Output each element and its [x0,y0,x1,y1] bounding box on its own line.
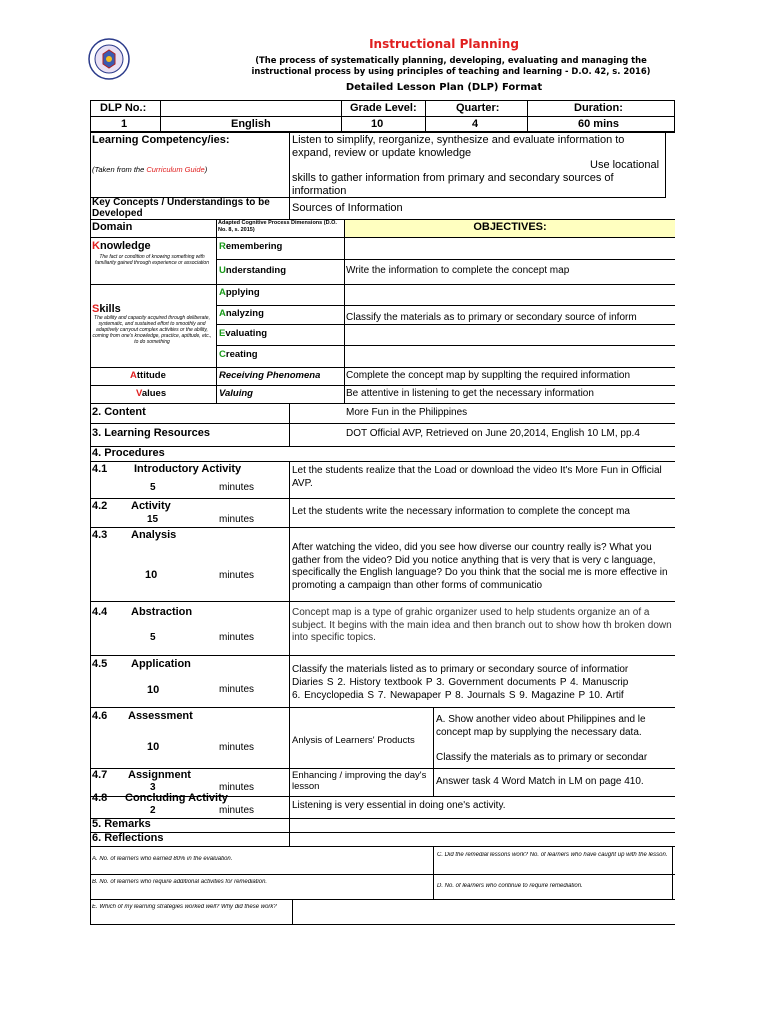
competency-text-2: Use locational [590,159,660,171]
duration-label: Duration: [574,102,623,114]
remarks-label: 5. Remarks [92,818,151,830]
proc-4-5-text-1: Classify the materials listed as to primary or secondary source of informatior [292,664,629,675]
process-applying: Applying [219,287,260,298]
grade-level-value: 10 [371,118,384,130]
proc-4-8-name: Concluding Activity [125,792,228,804]
reflection-b: B. No. of learners who require additional activities for remediation. [92,879,268,885]
proc-4-4-unit: minutes [219,632,255,643]
objective-understanding: Write the information to complete the concept map [346,265,570,276]
proc-4-2-mins: 15 [147,514,159,525]
page-subtitle: (The process of systematically planning, developing, evaluating and managing the instructional process by using principles of teaching and learning - D.O. 42, s. 2016) [251,55,651,76]
proc-4-6-unit: minutes [219,742,255,753]
grade-level-label: Grade Level: [350,102,417,114]
domain-label: Domain [92,221,133,233]
quarter-label: Quarter: [456,102,500,114]
process-creating: Creating [219,349,258,360]
proc-4-4-text: Concept map is a type of grahic organizer used to help students organize an of a subject. It begins with the main idea and then branch out to show how th broken down into specific topics. [292,607,672,643]
process-remembering: Remembering [219,241,283,252]
values-label: Values [136,388,167,399]
dlp-no-value: 1 [121,118,128,130]
proc-4-5-name: Application [131,658,191,670]
duration-value: 60 mins [578,118,619,130]
subject-value: English [231,118,271,130]
process-evaluating: Evaluating [219,328,268,339]
proc-4-5-text-2: Diaries S 2. History textbook P 3. Government documents P 4. Manuscrip [292,677,629,688]
proc-4-4-mins: 5 [150,632,156,643]
proc-4-1-num: 4.1 [92,463,108,475]
proc-4-1-mins: 5 [150,482,156,493]
proc-4-6-mins: 10 [147,741,160,753]
proc-4-6-text-2: Classify the materials as to primary or secondar [436,752,648,763]
objective-analyzing: Classify the materials as to primary or secondary source of inform [346,312,637,323]
proc-4-7-mid: Enhancing / improving the day's lesson [292,770,427,792]
proc-4-5-mins: 10 [147,684,160,696]
proc-4-1-name: Introductory Activity [134,463,242,475]
page-title: Instructional Planning [369,37,519,51]
proc-4-5-text-3: 6. Encyclopedia S 7. Newapaper P 8. Journals S 9. Magazine P 10. Artif [292,690,624,701]
proc-4-2-text: Let the students write the necessary information to complete the concept ma [292,506,630,517]
reflection-d: D. No. of learners who continue to require remediation. [437,883,583,889]
dlp-format-title: Detailed Lesson Plan (DLP) Format [345,82,543,93]
proc-4-3-text: After watching the video, did you see how diverse our country really is? What you gather from the video? Did you notice anything that is very that is very c language, specifically the English language? Do you think that the social me is more effective in promoting a campaign than other forms of communicatio [292,542,668,591]
attitude-label: Attitude [130,370,166,381]
proc-4-6-num: 4.6 [92,710,108,722]
competency-text: Listen to simplify, reorganize, synthesize and evaluate information to expand, review or update knowledge [292,134,625,159]
proc-4-4-name: Abstraction [131,606,193,618]
attitude-objective: Complete the concept map by supplting the required information [346,370,631,381]
resources-label: 3. Learning Resources [92,427,210,439]
competency-note: (Taken from the Curriculum Guide) [92,165,208,174]
proc-4-3-num: 4.3 [92,529,108,541]
proc-4-6-text: A. Show another video about Philippines and le concept map by supplying the necessary data. [436,714,646,738]
proc-4-7-name: Assignment [128,769,191,781]
process-understanding: Understanding [219,265,287,276]
competency-text-3: skills to gather information from primary and secondary sources of information [292,172,614,197]
proc-4-6-mid: Anlysis of Learners' Products [292,735,415,746]
key-concepts-label: Key Concepts / Understandings to be Developed [92,197,270,219]
reflection-c: C. Did the remedial lessons work? No. of learners who have caught up with the lesson. [437,852,668,858]
key-concepts-value: Sources of Information [292,202,403,214]
reflection-a: A. No. of learners who earned 80% in the evaluation. [92,856,233,862]
proc-4-3-name: Analysis [131,529,177,541]
knowledge-desc: The fact or condition of knowing something with familiarity gained through experience or association [95,254,209,266]
proc-4-2-num: 4.2 [92,500,108,512]
reflection-e: E. Which of my learning strategies worked well? Why did these work? [92,904,277,910]
proc-4-7-unit: minutes [219,782,255,793]
reflections-label: 6. Reflections [92,832,164,844]
proc-4-2-name: Activity [131,500,171,512]
skills-label: Skills [92,303,121,315]
content-label: 2. Content [92,406,146,418]
procedures-label: 4. Procedures [92,447,165,459]
resources-value: DOT Official AVP, Retrieved on June 20,2014, English 10 LM, pp.4 [346,428,640,439]
objectives-label: OBJECTIVES: [473,221,547,233]
proc-4-8-unit: minutes [219,805,255,816]
proc-4-7-text: Answer task 4 Word Match in LM on page 410. [436,776,644,787]
proc-4-6-name: Assessment [128,710,193,722]
quarter-value: 4 [472,118,479,130]
proc-4-3-mins: 10 [145,569,158,581]
proc-4-7-num: 4.7 [92,769,108,781]
skills-desc: The ability and capacity acquired through deliberate, systematic, and sustained effort to smoothly and adaptively carryout complex activities or the ability, coming from one's knowledge, practice, aptitude, etc., to do something [92,315,212,345]
proc-4-5-num: 4.5 [92,658,108,670]
knowledge-label: Knowledge [92,240,151,252]
proc-4-8-text: Listening is very essential in doing one's activity. [292,800,506,811]
dlp-no-label: DLP No.: [100,102,147,114]
attitude-process: Receiving Phenomena [219,370,321,381]
proc-4-2-unit: minutes [219,514,255,525]
proc-4-1-unit: minutes [219,482,255,493]
content-value: More Fun in the Philippines [346,407,468,418]
proc-4-1-text: Let the students realize that the Load or download the video It's More Fun in Official AVP. [292,465,662,489]
proc-4-8-mins: 2 [150,805,156,816]
values-objective: Be attentive in listening to get the necessary information [346,388,594,399]
proc-4-5-unit: minutes [219,684,255,695]
competency-label: Learning Competency/ies: [92,134,230,146]
proc-4-3-unit: minutes [219,570,255,581]
dimensions-label: Adapted Cognitive Process Dimensions (D.O. No. 8, s. 2015) [218,220,337,233]
proc-4-4-num: 4.4 [92,606,108,618]
proc-4-7-mins: 3 [150,782,156,793]
process-analyzing: Analyzing [219,308,264,319]
values-process: Valuing [219,388,253,399]
proc-4-8-num: 4.8 [92,792,108,804]
